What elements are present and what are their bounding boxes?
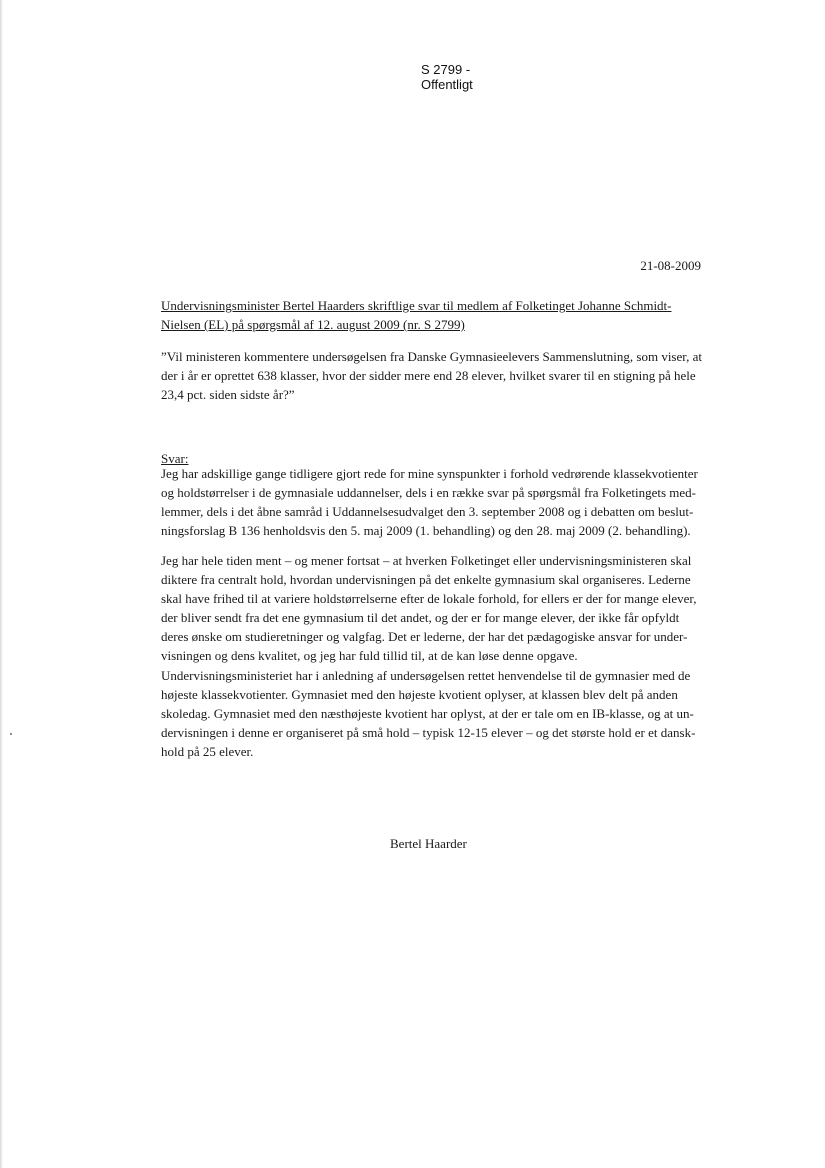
- document-heading: Undervisningsminister Bertel Haarders skriftlige svar til medlem af Folketinget Johanne Schmidt-Nielsen (EL) på spørgsmål af 12. august 2009 (nr. S 2799): [161, 298, 672, 332]
- paragraph-line: Jeg har hele tiden ment – og mener fortsat – at hverken Folketinget eller undervisningsministeren skal: [161, 553, 692, 568]
- paragraph-line: lemmer, dels i det åbne samråd i Uddannelsesudvalget den 3. september 2008 og i debatten om beslut-: [161, 504, 694, 519]
- paragraph-line: diktere fra centralt hold, hvordan undervisningen på det enkelte gymnasium skal organiseres. Lederne: [161, 572, 691, 587]
- paragraph-line: Jeg har adskillige gange tidligere gjort rede for mine synspunkter i forhold vedrørende klassekvotienter: [161, 466, 698, 481]
- stamp-reference-number: S 2799 -: [421, 62, 471, 77]
- answer-paragraph-1: [161, 464, 709, 540]
- question-text: ”Vil ministeren kommentere undersøgelsen fra Danske Gymnasieelevers Sammenslutning, som viser, at der i år er oprettet 638 klasser, hvor der sidder mere end 28 elever, hvilket svarer til en stigning på hele 23,4 pct. siden sidste år?”: [161, 349, 702, 402]
- paragraph-line: hold på 25 elever.: [161, 744, 254, 759]
- paragraph-line: skoledag. Gymnasiet med den næsthøjeste kvotient har oplyst, at der er tale om en IB-klasse, og at un-: [161, 706, 694, 721]
- signature-name: Bertel Haarder: [390, 836, 467, 851]
- scan-artifact: [10, 733, 12, 735]
- paragraph-line: skal have frihed til at variere holdstørrelserne efter de lokale forhold, for ellers er der for mange elever,: [161, 591, 697, 606]
- stamp-classification: Offentligt: [421, 77, 473, 92]
- document-date: 21-08-2009: [640, 258, 701, 273]
- scan-page-edge: [0, 0, 3, 1168]
- paragraph-line: deres ønske om studieretninger og valgfag. Det er lederne, der har det pædagogiske ansvar for under-: [161, 629, 688, 644]
- answer-paragraph-2: [161, 551, 709, 665]
- paragraph-line: og holdstørrelser i de gymnasiale uddannelser, dels i en række svar på spørgsmål fra Folketingets med-: [161, 485, 696, 500]
- paragraph-line: ningsforslag B 136 henholdsvis den 5. maj 2009 (1. behandling) og den 28. maj 2009 (2. behandling).: [161, 523, 691, 538]
- paragraph-line: visningen og dens kvalitet, og jeg har fuld tillid til, at de kan løse denne opgave.: [161, 648, 578, 663]
- paragraph-line: højeste klassekvotienter. Gymnasiet med den højeste kvotient oplyser, at klassen blev delt på anden: [161, 687, 678, 702]
- paragraph-line: Undervisningsministeriet har i anledning af undersøgelsen rettet henvendelse til de gymnasier med de: [161, 668, 691, 683]
- paragraph-line: der bliver sendt fra det ene gymnasium til det andet, og der er for mange elever, der ikke får opfyldt: [161, 610, 680, 625]
- document-stamp: [421, 62, 473, 92]
- answer-label: Svar:: [161, 451, 189, 466]
- answer-paragraph-3: [161, 666, 709, 761]
- paragraph-line: dervisningen i denne er organiseret på små hold – typisk 12-15 elever – og det største hold er et dansk-: [161, 725, 696, 740]
